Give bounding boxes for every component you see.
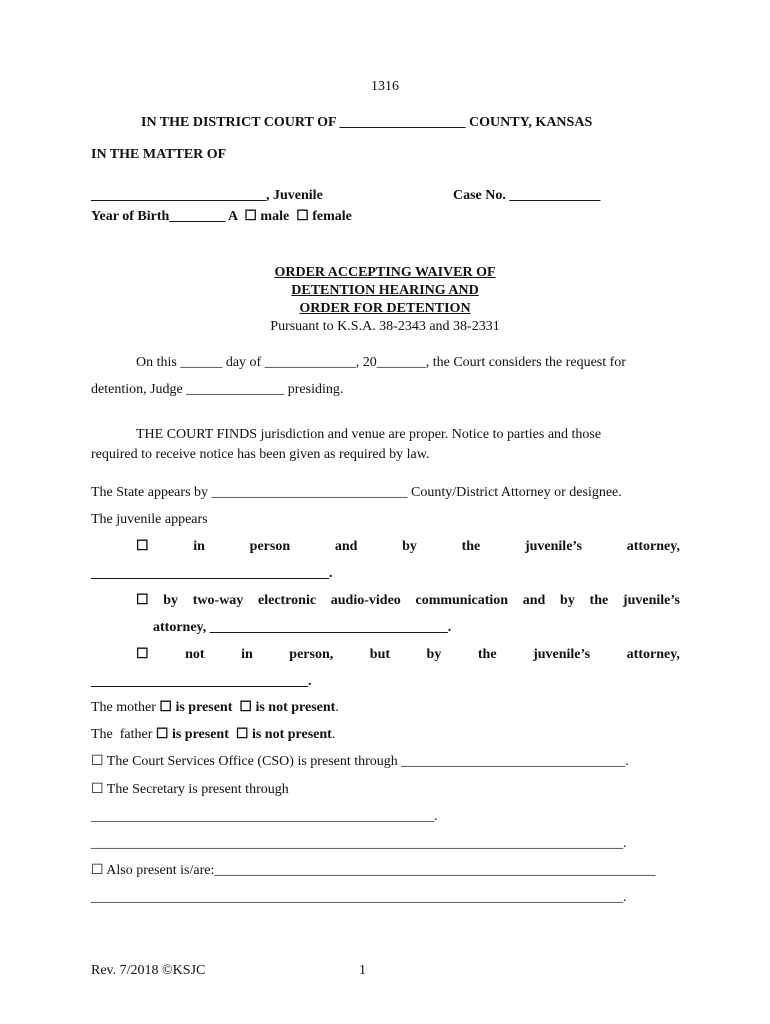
secretary-blank-2: ____________________________________________________________________________. <box>91 836 627 851</box>
option-video <box>136 592 680 610</box>
birth-year-label: Year of Birth________ A <box>91 209 238 224</box>
word: by <box>426 647 442 662</box>
court-heading <box>141 114 592 132</box>
mother-label: The mother <box>91 700 156 715</box>
word: and <box>522 593 546 608</box>
word: juvenile’s <box>533 647 591 662</box>
word: juvenile’s <box>622 593 680 608</box>
video-attorney-blank: attorney, __________________________________. <box>153 620 452 635</box>
word: the <box>589 593 609 608</box>
judge-line: detention, Judge ______________ presiding. <box>91 382 344 397</box>
word: attorney, <box>626 647 680 662</box>
word: in <box>193 539 205 554</box>
word: person <box>249 539 291 554</box>
word: in <box>241 647 253 662</box>
male-checkbox[interactable]: ☐ male <box>244 209 290 224</box>
county-blank: __________________ <box>339 115 466 130</box>
case-number: Case No. _____________ <box>453 188 601 203</box>
birth-line <box>91 208 352 226</box>
also-present-line[interactable]: ☐ Also present is/are:_______________________________________________________________ <box>91 863 656 878</box>
word: two-way <box>192 593 244 608</box>
title-line-1: ORDER ACCEPTING WAIVER OF <box>274 265 496 280</box>
father-label: The father <box>91 727 153 742</box>
in-person-attorney-blank: __________________________________. <box>91 566 333 581</box>
hearing-date-line: On this ______ day of _____________, 20_______, the Court considers the request for <box>136 355 626 370</box>
secretary-blank: _________________________________________________. <box>91 809 438 824</box>
word: attorney, <box>626 539 680 554</box>
matter-heading: IN THE MATTER OF <box>91 147 227 162</box>
word: communication <box>415 593 509 608</box>
option-not-in-person <box>136 646 680 664</box>
period: . <box>331 727 336 742</box>
state-appearance: The State appears by ____________________________ County/District Attorney or designee. <box>91 485 622 500</box>
word: electronic <box>258 593 317 608</box>
word: but <box>369 647 391 662</box>
word: audio-video <box>330 593 401 608</box>
word: by <box>560 593 575 608</box>
juvenile-appears-label: The juvenile appears <box>91 512 208 527</box>
statute-line: Pursuant to K.S.A. 38-2343 and 38-2331 <box>270 319 500 334</box>
word: person, <box>289 647 334 662</box>
female-checkbox[interactable]: ☐ female <box>296 209 352 224</box>
video-checkbox[interactable]: ☐ <box>136 593 149 608</box>
findings-line-1: THE COURT FINDS jurisdiction and venue are proper. Notice to parties and those <box>136 427 602 442</box>
mother-not-present-checkbox[interactable]: ☐ is not present <box>239 700 336 715</box>
secretary-line[interactable]: ☐ The Secretary is present through <box>91 782 289 797</box>
word: juvenile’s <box>524 539 583 554</box>
juvenile-name-line: _________________________, Juvenile <box>91 188 323 203</box>
word: by <box>163 593 179 608</box>
also-present-blank: ____________________________________________________________________________. <box>91 890 627 905</box>
word: not <box>185 647 205 662</box>
father-not-present-checkbox[interactable]: ☐ is not present <box>235 727 332 742</box>
court-heading-left: IN THE DISTRICT COURT OF <box>141 115 337 130</box>
word: by <box>402 539 417 554</box>
page-number: 1 <box>359 963 366 978</box>
not-in-person-attorney-blank: _______________________________. <box>91 674 312 689</box>
mother-line <box>91 699 339 717</box>
word: the <box>477 647 497 662</box>
findings-line-2: required to receive notice has been given as required by law. <box>91 447 430 462</box>
in-person-checkbox[interactable]: ☐ <box>136 539 149 554</box>
father-line <box>91 726 335 744</box>
cso-line[interactable]: ☐ The Court Services Office (CSO) is present through ________________________________. <box>91 754 629 769</box>
not-in-person-checkbox[interactable]: ☐ <box>136 647 149 662</box>
revision-footer: Rev. 7/2018 ©KSJC <box>91 963 206 978</box>
father-present-checkbox[interactable]: ☐ is present <box>155 727 229 742</box>
option-in-person <box>136 538 680 556</box>
mother-present-checkbox[interactable]: ☐ is present <box>159 700 233 715</box>
title-line-3: ORDER FOR DETENTION <box>299 301 471 316</box>
word: the <box>461 539 481 554</box>
period: . <box>335 700 339 715</box>
word: and <box>334 539 358 554</box>
title-line-2: DETENTION HEARING AND <box>291 283 479 298</box>
form-number: 1316 <box>371 79 399 94</box>
court-heading-right: COUNTY, KANSAS <box>469 115 593 130</box>
